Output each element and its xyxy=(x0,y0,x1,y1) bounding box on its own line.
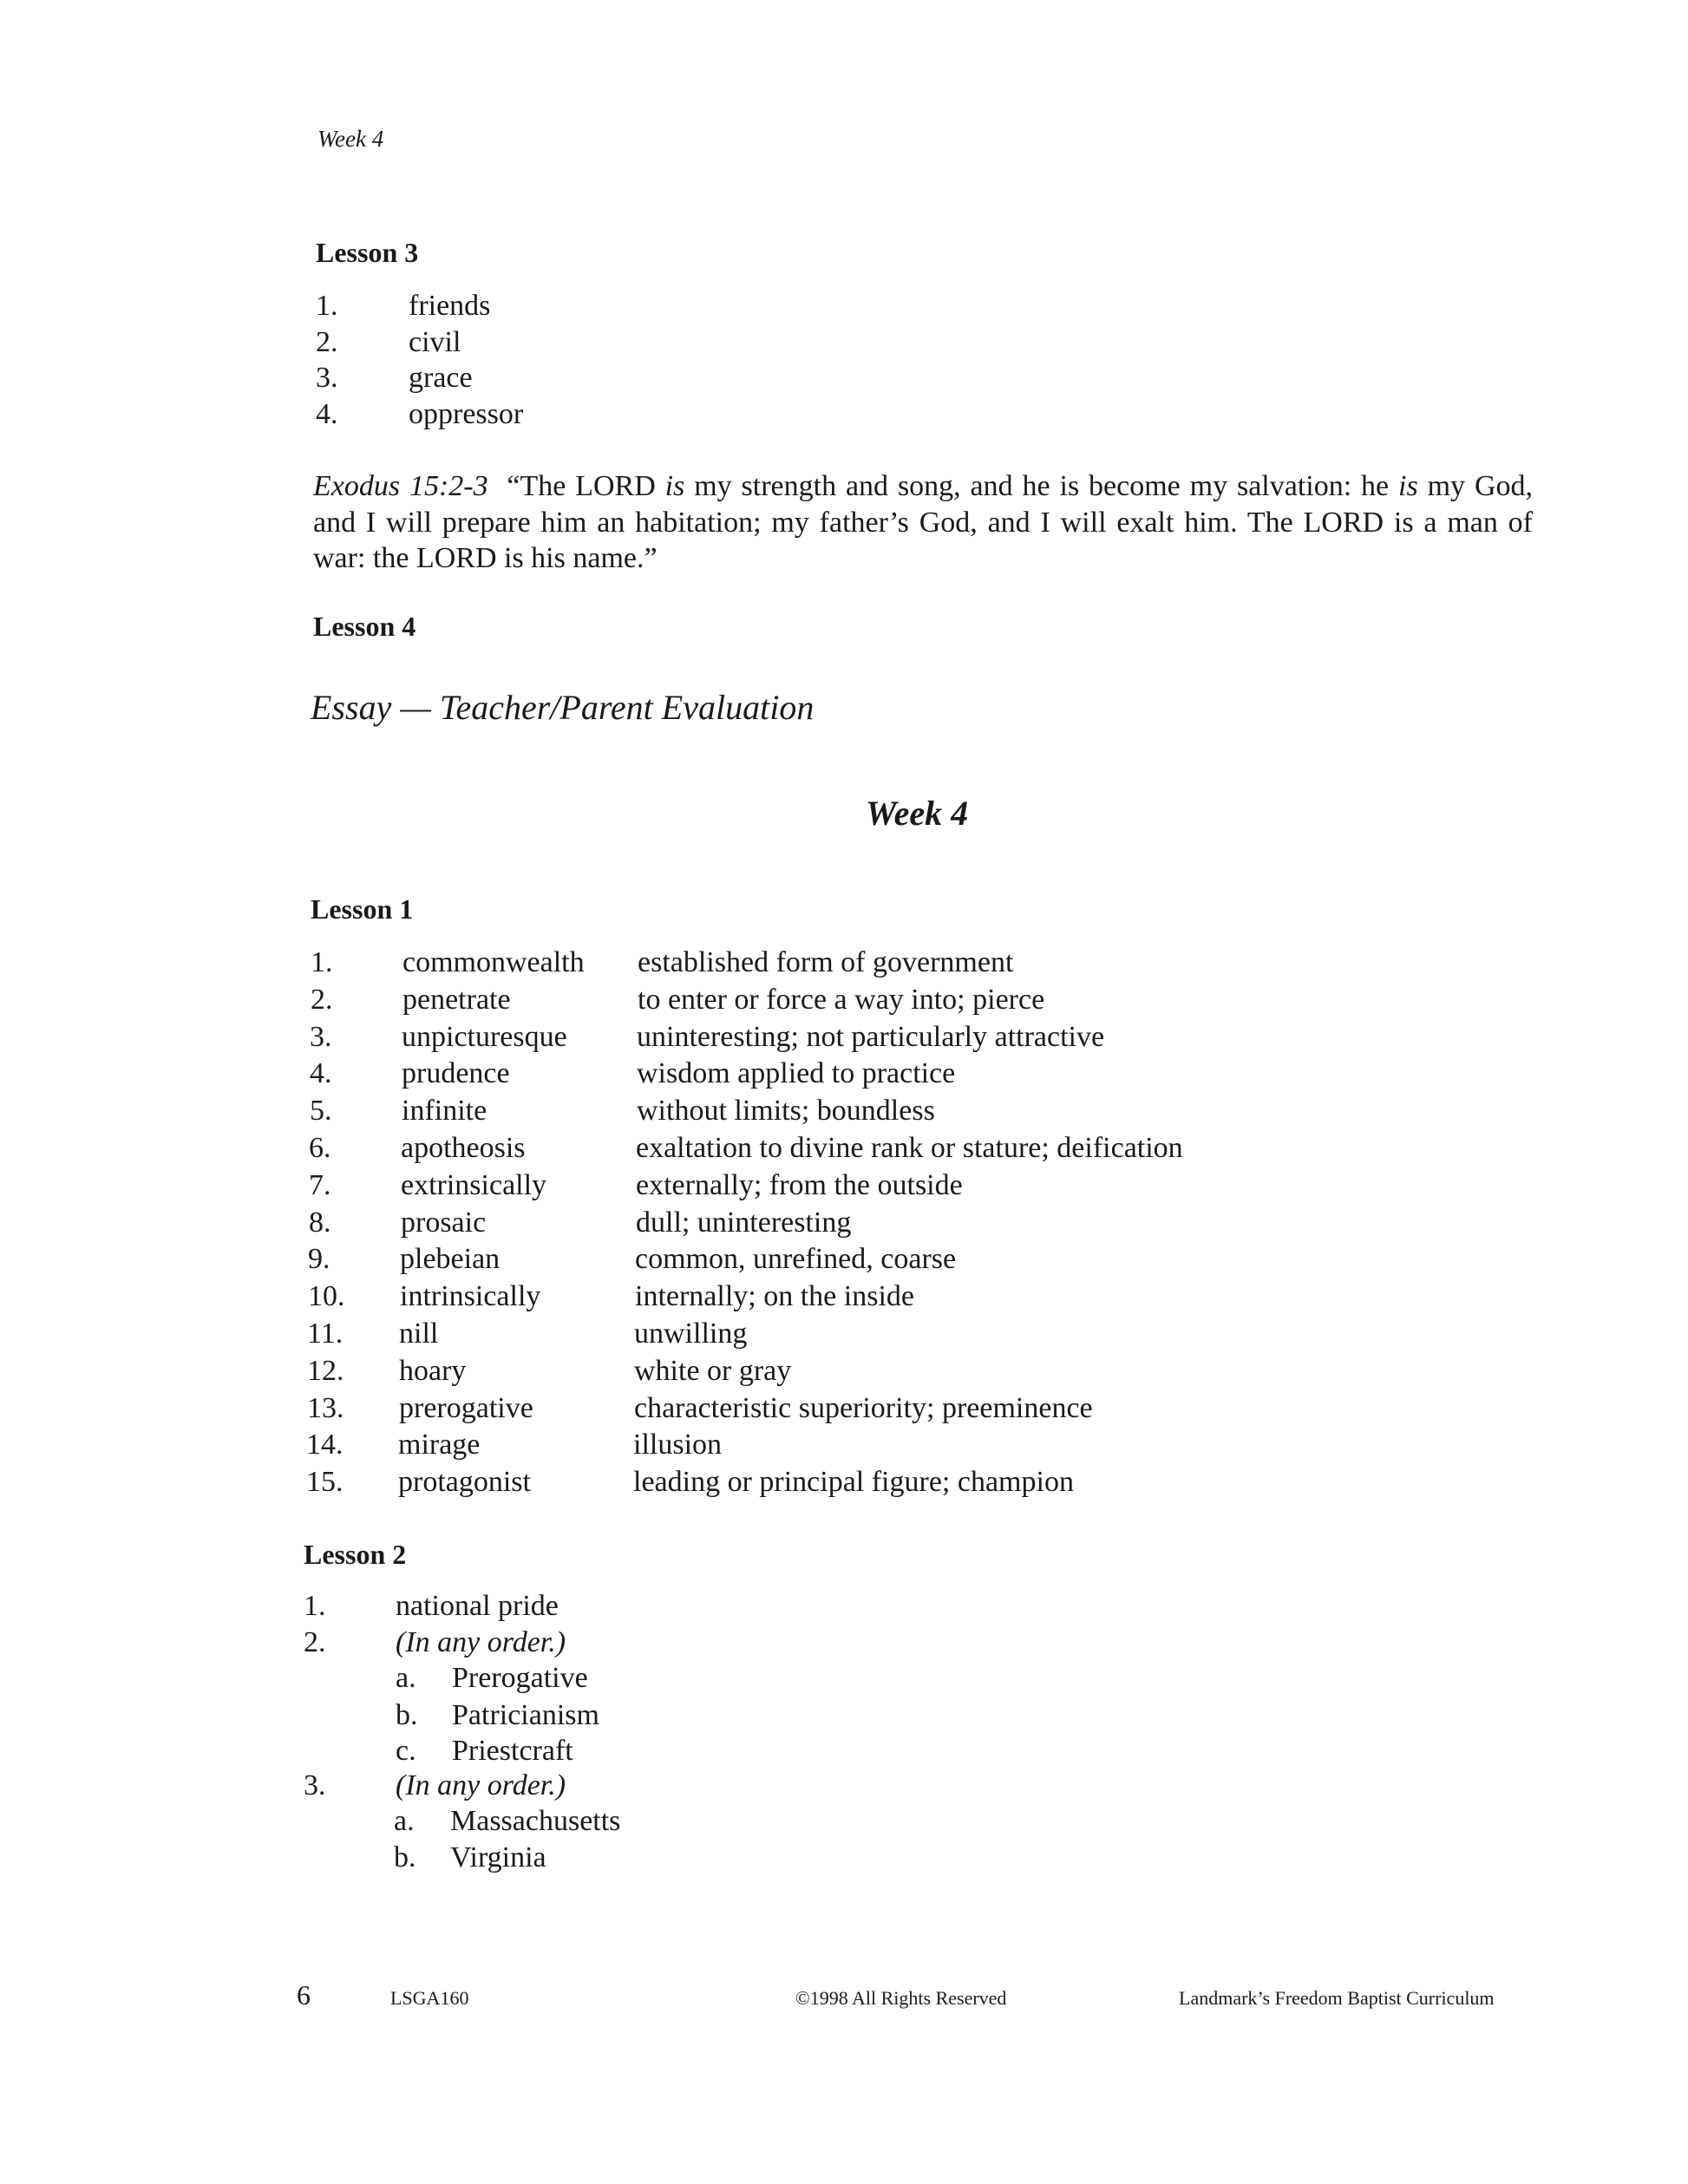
vocab-word: extrinsically xyxy=(401,1168,547,1201)
sub-text: Patricianism xyxy=(452,1699,599,1731)
lesson1-title: Lesson 1 xyxy=(311,893,414,925)
item-number: 3. xyxy=(304,1769,326,1801)
item-text: civil xyxy=(409,325,461,358)
item-number: 1. xyxy=(311,946,333,978)
vocab-word: penetrate xyxy=(402,983,511,1016)
vocab-definition: white or gray xyxy=(634,1354,792,1387)
vocab-definition: wisdom applied to practice xyxy=(637,1057,956,1090)
verse-ref: Exodus 15:2-3 xyxy=(313,470,488,502)
vocab-definition: to enter or force a way into; pierce xyxy=(638,983,1045,1016)
vocab-definition: internally; on the inside xyxy=(635,1280,914,1313)
verse-text: is xyxy=(664,470,685,502)
vocab-definition: externally; from the outside xyxy=(636,1168,963,1201)
item-number: 6. xyxy=(309,1132,331,1164)
vocab-word: nill xyxy=(399,1318,439,1350)
item-text: grace xyxy=(409,362,473,394)
item-text: national pride xyxy=(396,1590,559,1622)
item-number: 10. xyxy=(308,1280,345,1313)
lesson4-title: Lesson 4 xyxy=(313,611,416,642)
sub-text: Prerogative xyxy=(452,1662,588,1694)
sub-letter: a. xyxy=(396,1662,416,1694)
vocab-definition: exaltation to divine rank or stature; deification xyxy=(636,1132,1183,1164)
item-number: 7. xyxy=(309,1168,331,1201)
item-number: 3. xyxy=(310,1020,332,1053)
vocab-word: prudence xyxy=(402,1057,510,1090)
sub-letter: b. xyxy=(396,1699,418,1731)
item-text: friends xyxy=(409,290,491,322)
verse-text: “The LORD xyxy=(507,470,665,502)
verse-text: is xyxy=(1398,470,1418,502)
vocab-definition: common, unrefined, coarse xyxy=(635,1243,957,1276)
vocab-word: prosaic xyxy=(401,1206,487,1239)
sub-letter: b. xyxy=(394,1841,416,1873)
footer-copyright: ©1998 All Rights Reserved xyxy=(795,1987,1007,2009)
verse-text: my God, and I will prepare him an habitation; my father’s God, and I will exalt him. The LORD is a man of war: the LORD is his name.” xyxy=(313,470,1533,574)
vocab-word: unpicturesque xyxy=(402,1020,567,1053)
item-number: 2. xyxy=(304,1626,326,1658)
sub-text: Virginia xyxy=(450,1841,546,1873)
vocab-definition: dull; uninteresting xyxy=(636,1206,852,1239)
vocab-definition: illusion xyxy=(633,1429,723,1461)
vocab-word: protagonist xyxy=(398,1466,531,1499)
vocab-word: prerogative xyxy=(399,1391,533,1424)
item-number: 4. xyxy=(316,397,338,430)
item-number: 1. xyxy=(304,1590,326,1622)
item-number: 2. xyxy=(316,325,338,358)
vocab-word: commonwealth xyxy=(402,946,585,978)
running-header: Week 4 xyxy=(317,126,384,152)
vocab-definition: without limits; boundless xyxy=(637,1095,935,1128)
vocab-word: mirage xyxy=(398,1429,481,1461)
vocab-definition: uninteresting; not particularly attractive xyxy=(637,1020,1105,1053)
verse-text: my strength and song, and he is become my salvation: he xyxy=(684,470,1399,502)
item-number: 2. xyxy=(311,983,333,1016)
item-number: 9. xyxy=(308,1243,330,1276)
footer-code: LSGA160 xyxy=(390,1987,469,2009)
item-number: 1. xyxy=(316,290,338,322)
item-number: 12. xyxy=(307,1354,344,1387)
lesson2-title: Lesson 2 xyxy=(304,1539,407,1570)
item-number: 13. xyxy=(307,1391,344,1424)
sub-letter: a. xyxy=(394,1805,415,1837)
item-number: 8. xyxy=(309,1206,331,1239)
item-text: oppressor xyxy=(409,397,524,430)
vocab-word: plebeian xyxy=(400,1243,501,1276)
item-number: 4. xyxy=(310,1057,332,1090)
vocab-word: infinite xyxy=(402,1095,487,1128)
footer-publisher: Landmark’s Freedom Baptist Curriculum xyxy=(1179,1987,1495,2009)
sub-text: Massachusetts xyxy=(450,1805,621,1837)
item-number: 14. xyxy=(306,1429,343,1461)
vocab-definition: leading or principal figure; champion xyxy=(633,1466,1074,1499)
vocab-word: intrinsically xyxy=(400,1280,541,1313)
essay-note: Essay — Teacher/Parent Evaluation xyxy=(311,688,815,727)
week-heading: Week 4 xyxy=(866,794,969,833)
vocab-word: hoary xyxy=(399,1354,467,1387)
item-number: 15. xyxy=(306,1466,343,1499)
vocab-definition: established form of government xyxy=(638,946,1014,978)
item-number: 3. xyxy=(316,362,338,394)
sub-letter: c. xyxy=(396,1735,416,1767)
verse-paragraph xyxy=(313,468,1533,577)
vocab-definition: unwilling xyxy=(634,1318,748,1350)
item-number: 11. xyxy=(307,1318,343,1350)
page-number: 6 xyxy=(297,1979,311,2011)
item-note: (In any order.) xyxy=(396,1769,566,1801)
sub-text: Priestcraft xyxy=(452,1735,573,1767)
vocab-definition: characteristic superiority; preeminence xyxy=(634,1391,1093,1424)
lesson3-title: Lesson 3 xyxy=(316,237,419,268)
vocab-word: apotheosis xyxy=(401,1132,526,1164)
item-note: (In any order.) xyxy=(396,1626,566,1658)
item-number: 5. xyxy=(310,1095,332,1128)
